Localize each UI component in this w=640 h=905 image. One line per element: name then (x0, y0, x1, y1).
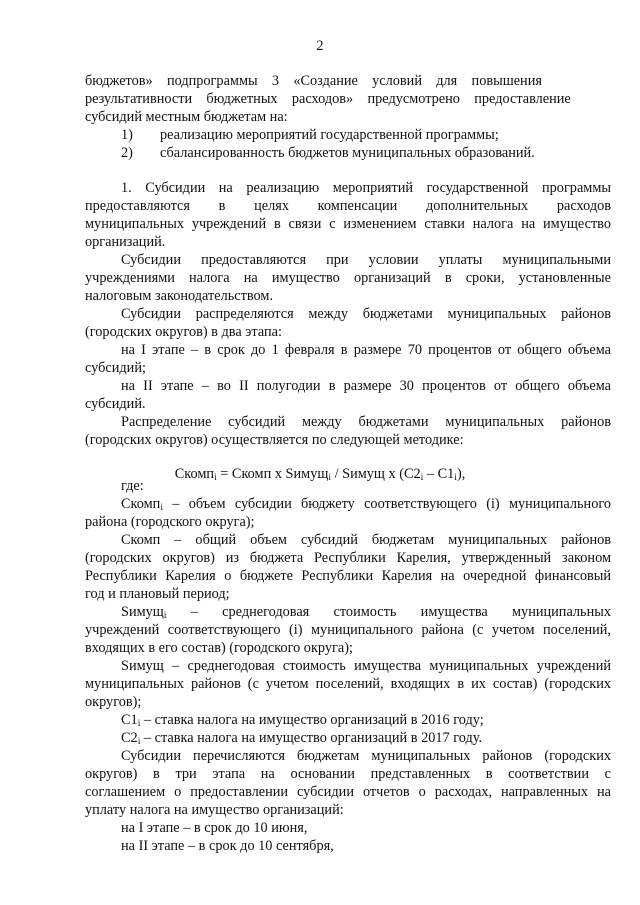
def-2-line-1: Скомп – общий объем субсидий бюджетам муниципальных районов (121, 532, 611, 548)
list-text: реализацию мероприятий государственной программы; (160, 127, 499, 143)
def-3-line-3: входящих в его состав) (городского округа); (85, 640, 353, 656)
def-6 (121, 730, 611, 748)
formula-part: = Скомп х Sимущ (216, 466, 329, 482)
def-1-line-1 (121, 496, 611, 514)
intro-line-1: бюджетов» подпрограммы 3 «Создание условий для повышения (85, 73, 542, 89)
formula-subscript: i (420, 473, 424, 483)
def-symbol: С2 (121, 730, 138, 746)
page-number: 2 (316, 38, 324, 54)
para-2-line-2: учреждениями налога на имущество организаций в сроки, установленные (85, 270, 611, 286)
para-1-line-2: предоставляются в целях компенсации дополнительных расходов (85, 198, 611, 214)
def-3-line-2: учреждений соответствующего (i) муниципального района (с учетом поселений, (85, 622, 611, 638)
formula-part: Скомп (174, 466, 215, 482)
def-symbol: Sимущ (121, 604, 164, 620)
para-3-line-1: Субсидии распределяются между бюджетами муниципальных районов (121, 306, 611, 322)
where-label: где: (121, 478, 144, 494)
def-3-line-1 (121, 604, 611, 622)
def-4-line-3: округов); (85, 694, 142, 710)
def-2-line-2: (городских округов) из бюджета Республики Карелия, утвержденный законом (85, 550, 611, 566)
def-text: – ставка налога на имущество организаций в 2017 году. (140, 730, 483, 746)
formula-part: / Sимущ х (С2 (331, 466, 421, 482)
transfer-line-2: округов) в три этапа на основании представленных в соответствии с (85, 766, 611, 782)
transfer-line-3: соглашением о предоставлении субсидии отчетов о расходах, направленных на (85, 784, 611, 800)
def-text: – среднегодовая стоимость имущества муниципальных (166, 604, 611, 620)
para-3-line-2: (городских округов) в два этапа: (85, 324, 282, 340)
formula-subscript: i (214, 473, 217, 483)
def-text: – объем субсидии бюджету соответствующего (i) муниципального (162, 496, 611, 512)
formula-part: – С1 (423, 466, 455, 482)
def-subscript: i (137, 719, 141, 729)
def-symbol: С1 (121, 712, 138, 728)
transfer-stage-1: на I этапе – в срок до 10 июня, (121, 820, 308, 836)
para-1-line-3: муниципальных учреждений в связи с изменением ставки налога на имущество (85, 216, 611, 232)
para-4-line-2: (городских округов) осуществляется по следующей методике: (85, 432, 464, 448)
def-subscript: i (160, 503, 163, 513)
stage-2-line-2: субсидий. (85, 396, 146, 412)
stage-2-line-1: на II этапе – во II полугодии в размере 30 процентов от общего объема (121, 378, 611, 394)
stage-1-line-2: субсидий; (85, 360, 146, 376)
stage-1-line-1: на I этапе – в срок до 1 февраля в размере 70 процентов от общего объема (121, 342, 611, 358)
def-4-line-2: муниципальных районов (с учетом поселений, входящих в их состав) (городских (85, 676, 611, 692)
def-1-line-2: района (городского округа); (85, 514, 255, 530)
list-text: сбалансированность бюджетов муниципальных образований. (160, 145, 535, 161)
para-4-line-1: Распределение субсидий между бюджетами муниципальных районов (121, 414, 611, 430)
def-4-line-1: Sимущ – среднегодовая стоимость имущества муниципальных учреждений (121, 658, 611, 674)
formula-part: ), (456, 466, 466, 482)
def-2-line-4: год и плановый период; (85, 586, 230, 602)
para-2-line-1: Субсидии предоставляются при условии уплаты муниципальными (121, 252, 611, 268)
para-2-line-3: налоговым законодательством. (85, 288, 274, 304)
def-text: – ставка налога на имущество организаций в 2016 году; (140, 712, 484, 728)
def-2-line-3: Республики Карелия о бюджете Республики Карелия на очередной финансовый (85, 568, 611, 584)
formula-subscript: i (328, 473, 331, 483)
para-1-line-1: 1. Субсидии на реализацию мероприятий государственной программы (121, 180, 611, 196)
def-subscript: i (163, 611, 167, 621)
transfer-line-1: Субсидии перечисляются бюджетам муниципальных районов (городских (121, 748, 611, 764)
list-item-1 (121, 127, 611, 145)
list-number: 1) (121, 127, 133, 143)
def-5 (121, 712, 611, 730)
para-1-line-4: организаций. (85, 234, 166, 250)
formula-subscript: i (454, 473, 457, 483)
def-symbol: Скомп (121, 496, 161, 512)
list-item-2 (121, 145, 611, 163)
intro-line-3: субсидий местным бюджетам на: (85, 109, 288, 125)
transfer-stage-2: на II этапе – в срок до 10 сентября, (121, 838, 334, 854)
list-number: 2) (121, 145, 133, 161)
transfer-line-4: уплату налога на имущество организаций: (85, 802, 344, 818)
intro-line-2: результативности бюджетных расходов» предусмотрено предоставление (85, 91, 571, 107)
def-subscript: i (137, 737, 141, 747)
